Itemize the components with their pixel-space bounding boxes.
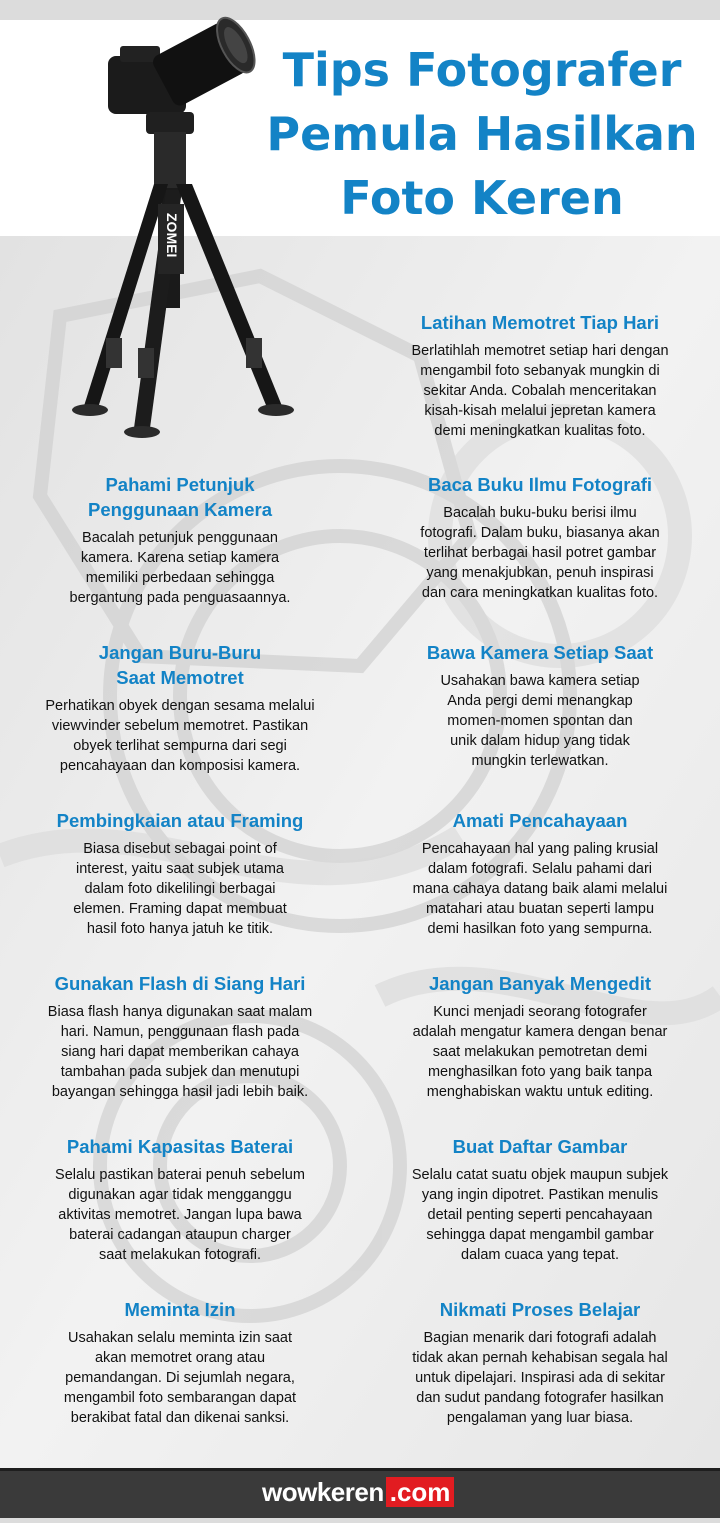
tip-line: elemen. Framing dapat membuat [73,901,287,917]
tip-line: Usahakan selalu meminta izin saat [67,1330,293,1346]
tip-line: terlihat berbagai hasil potret gambar [423,545,657,561]
tip-body [10,1165,350,1265]
tip-title: Nikmati Proses Belajar [439,1299,641,1320]
tip-line: digunakan agar tidak mengganggu [68,1187,292,1203]
tip-line: kamera. Karena setiap kamera [80,550,280,566]
tip-jangan-buru-buru [10,640,350,776]
tip-body [10,696,350,776]
tip-title: Jangan Banyak Mengedit [428,973,652,994]
tip-pahami-petunjuk [10,472,350,608]
tip-title: Pembingkaian atau Framing [56,810,304,831]
tip-line: siang hari dapat memberikan cahaya [61,1044,299,1060]
tip-line: Bacalah petunjuk penggunaan [82,530,278,546]
tip-body [370,341,710,441]
tip-line: Bagian menarik dari fotografi adalah [423,1330,657,1346]
tip-line: pencahayaan dan komposisi kamera. [59,758,301,774]
title-line: Pemula Hasilkan [266,107,698,161]
tip-line: Biasa flash hanya digunakan saat malam [47,1004,313,1020]
tripod-label: ZOMEI [164,213,180,258]
tip-line: hari. Namun, penggunaan flash pada [60,1024,300,1040]
tip-line: matahari atau buatan seperti lampu [425,901,655,917]
tip-line: unik dalam hidup yang tidak [450,733,630,749]
tip-body [10,1002,350,1102]
tip-line: dalam cuaca yang tepat. [461,1247,619,1263]
tip-latihan-memotret [370,310,710,441]
wowkeren-logo[interactable] [262,1477,454,1507]
tip-line: sehingga dapat mengambil gambar [426,1227,654,1243]
tip-title: Pahami Kapasitas Baterai [66,1136,294,1157]
tip-line: Selalu catat suatu objek maupun subjek [411,1167,669,1183]
tip-gunakan-flash [10,971,350,1102]
tip-line: Biasa disebut sebagai point of [83,841,277,857]
tip-line: Berlatihlah memotret setiap hari dengan [411,343,669,359]
title-line: Foto Keren [340,171,624,225]
tip-title: Buat Daftar Gambar [452,1136,628,1157]
tip-line: mana cahaya datang baik alami melalui [412,881,668,897]
tip-line: menghabiskan waktu untuk editing. [426,1084,654,1100]
tip-kapasitas-baterai [10,1134,350,1265]
tip-line: Pencahayaan hal yang paling krusial [421,841,659,857]
tip-body [370,1328,710,1428]
tip-title: Latihan Memotret Tiap Hari [420,312,660,333]
tip-line: Usahakan bawa kamera setiap [440,673,640,689]
tip-body [370,1002,710,1102]
tip-body [370,503,710,603]
tip-body [370,1165,710,1265]
tip-bawa-kamera [370,640,710,771]
tip-nikmati-proses [370,1297,710,1428]
tip-line: menghasilkan foto yang baik tanpa [427,1064,653,1080]
tip-line: demi hasilkan foto yang sempurna. [427,921,653,937]
tip-line: saat melakukan pemotretan demi [432,1044,648,1060]
tip-line: akan memotret orang atau [94,1350,266,1366]
tip-line: dalam fotografi. Selalu pahami dari [427,861,653,877]
bottom-strip [0,1518,720,1523]
tip-line: bayangan sehingga hasil jadi lebih baik. [51,1084,309,1100]
tip-line: Selalu pastikan baterai penuh sebelum [55,1167,305,1183]
tip-pembingkaian [10,808,350,939]
tip-line: hasil foto hanya jatuh ke titik. [86,921,274,937]
tip-line: pengalaman yang luar biasa. [446,1410,634,1426]
tip-line: detail penting seperti pencahayaan [427,1207,653,1223]
title-line: Tips Fotografer [282,43,682,97]
page-title [262,38,702,230]
tip-body [10,839,350,939]
tip-title: Meminta Izin [124,1299,236,1320]
tip-meminta-izin [10,1297,350,1428]
tip-jangan-banyak-mengedit [370,971,710,1102]
tip-line: memiliki perbedaan sehingga [85,570,275,586]
tip-title: Gunakan Flash di Siang Hari [54,973,306,994]
tip-title: Bawa Kamera Setiap Saat [426,642,654,663]
tip-body [370,839,710,939]
tip-line: yang ingin dipotret. Pastikan menulis [421,1187,659,1203]
tip-line: fotografi. Dalam buku, biasanya akan [420,525,660,541]
tip-line: momen-momen spontan dan [447,713,633,729]
tip-line: obyek terlihat sempurna dari segi [73,738,287,754]
tip-baca-buku [370,472,710,603]
tip-line: yang menakjubkan, penuh inspirasi [426,565,654,581]
tip-line: Perhatikan obyek dengan sesama melalui [45,698,315,714]
tip-line: demi meningkatkan kualitas foto. [434,423,646,439]
tip-line: adalah mengatur kamera dengan benar [412,1024,668,1040]
tip-line: pemandangan. Di sejumlah negara, [65,1370,295,1386]
tip-line: berakibat fatal dan dikenai sanksi. [70,1410,290,1426]
tip-title: Baca Buku Ilmu Fotografi [427,474,653,495]
tip-line: Kunci menjadi seorang fotografer [433,1004,647,1020]
tip-buat-daftar-gambar [370,1134,710,1265]
tip-body [10,528,350,608]
tip-line: viewvinder sebelum memotret. Pastikan [51,718,309,734]
tip-line: interest, yaitu saat subjek utama [76,861,284,877]
tip-line: sekitar Anda. Cobalah menceritakan [423,383,657,399]
tip-line: dalam foto dikelilingi berbagai [84,881,276,897]
tip-line: bergantung pada penguasaannya. [69,590,291,606]
tip-line: Anda pergi demi menangkap [447,693,633,709]
tip-body [10,1328,350,1428]
tip-line: untuk dipelajari. Inspirasi ada di sekitar [415,1370,665,1386]
tip-body [370,671,710,771]
tip-line: dan sudut pandang fotografer hasilkan [416,1390,664,1406]
tip-title: Jangan Buru-Buru Saat Memotret [98,642,262,688]
tip-line: saat melakukan fotografi. [98,1247,261,1263]
tip-amati-pencahayaan [370,808,710,939]
tip-line: mengambil foto sebanyak mungkin di [420,363,660,379]
tip-line: dan cara meningkatkan kualitas foto. [421,585,659,601]
tip-line: Bacalah buku-buku berisi ilmu [443,505,637,521]
tip-title: Pahami Petunjuk Penggunaan Kamera [87,474,273,520]
tip-title: Amati Pencahayaan [452,810,628,831]
logo-word: wowkeren [262,1476,384,1507]
tip-line: tidak akan pernah kehabisan segala hal [412,1350,668,1366]
tip-line: baterai cadangan ataupun charger [69,1227,291,1243]
tip-line: aktivitas memotret. Jangan lupa bawa [58,1207,302,1223]
tip-line: kisah-kisah melalui jepretan kamera [424,403,656,419]
tip-line: mengambil foto sembarangan dapat [63,1390,297,1406]
tip-line: mungkin terlewatkan. [471,753,609,769]
logo-tld: .com [386,1477,455,1507]
tip-line: tambahan pada subjek dan menutupi [60,1064,300,1080]
